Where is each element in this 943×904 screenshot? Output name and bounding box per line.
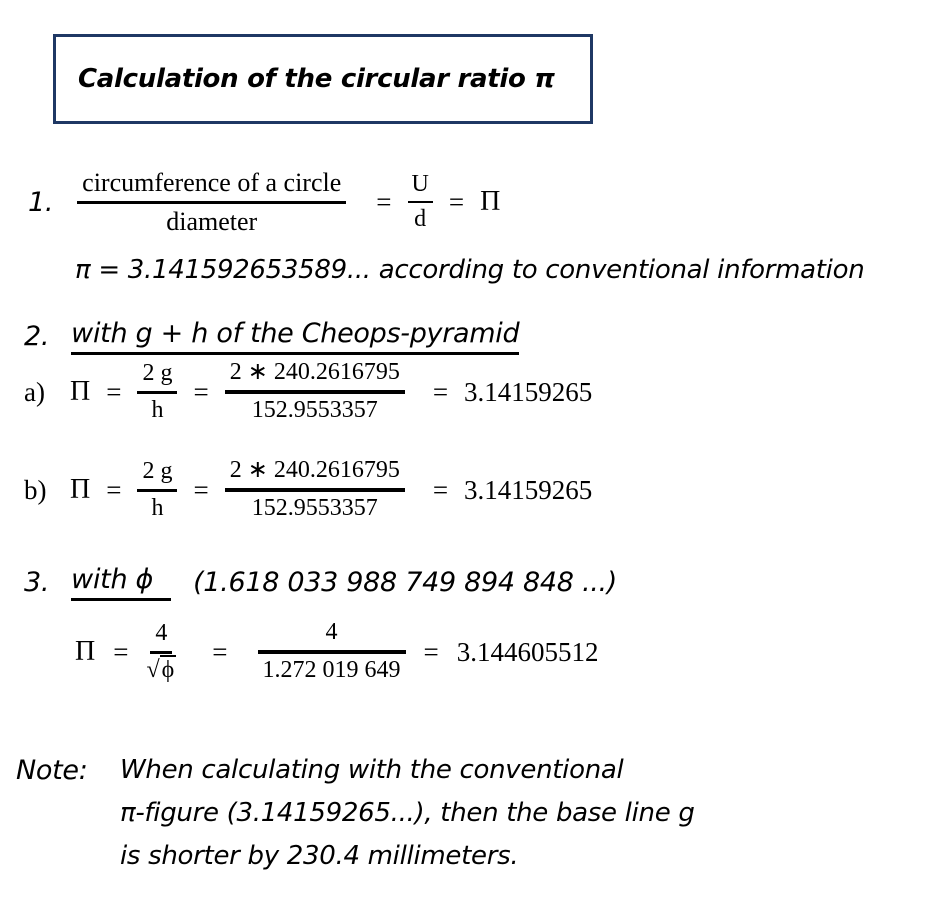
fraction-denominator: diameter	[166, 206, 258, 236]
pi-uppercase-symbol: Π	[70, 474, 91, 505]
fraction-numerator: 4	[150, 620, 172, 654]
equals-sign: =	[193, 474, 209, 505]
section3-formula-row	[75, 615, 599, 689]
symbolic-fraction	[137, 458, 177, 522]
section3-heading-row	[24, 564, 617, 601]
fraction-numerator: 2 ∗ 240.2616795	[225, 359, 405, 394]
section2-heading-row	[24, 318, 519, 355]
equals-sign: =	[106, 474, 122, 505]
note-text	[120, 749, 695, 878]
note-line: π-figure (3.14159265...), then the base line g	[120, 798, 695, 828]
pi-uppercase-symbol: Π	[480, 186, 501, 217]
equation-row-b	[24, 454, 592, 526]
equals-sign: =	[193, 376, 209, 407]
section1-number: 1.	[28, 186, 54, 218]
note-line: When calculating with the conventional	[120, 755, 624, 785]
equals-sign: =	[423, 636, 439, 667]
fraction-numerator: 2 g	[137, 360, 177, 394]
fraction-denominator: h	[151, 396, 164, 423]
numeric-fraction	[225, 359, 405, 424]
radicand-phi: ϕ	[161, 656, 175, 683]
section2-heading: with g + h of the Cheops-pyramid	[71, 318, 519, 355]
result-value: 3.144605512	[456, 636, 599, 667]
fraction-denominator: 152.9553357	[251, 397, 378, 423]
fraction-numerator: 4	[258, 619, 406, 654]
result-value: 3.14159265	[464, 376, 593, 407]
fraction-denominator: 152.9553357	[251, 495, 378, 521]
section2-number: 2.	[24, 321, 50, 352]
fraction-numerator: 2 g	[137, 458, 177, 492]
equation-row-a	[24, 356, 592, 428]
equals-sign: =	[106, 376, 122, 407]
four-over-sqrt-phi-fraction	[146, 620, 176, 684]
sqrt-symbol: √	[146, 656, 160, 683]
title-box	[53, 34, 593, 124]
fraction-numerator: U	[408, 171, 433, 203]
section1-equation-row	[28, 165, 500, 239]
fraction-denominator: 1.272 019 649	[262, 657, 401, 683]
equals-sign: =	[113, 636, 129, 667]
pi-uppercase-symbol: Π	[75, 636, 96, 667]
section3-number: 3.	[24, 567, 50, 598]
equals-sign: =	[432, 376, 449, 407]
row-label: a)	[24, 376, 45, 407]
symbolic-fraction	[137, 360, 177, 424]
fraction-denominator: d	[414, 205, 427, 232]
equals-sign: =	[212, 636, 228, 667]
phi-value: (1.618 033 988 749 894 848 ...)	[193, 567, 618, 598]
conventional-pi-line: π = 3.141592653589... according to conventional information	[75, 255, 865, 285]
fraction-denominator	[146, 654, 176, 685]
equals-sign: =	[432, 474, 449, 505]
row-label: b)	[24, 474, 47, 505]
fraction-denominator: h	[151, 494, 164, 521]
fraction-numerator: 2 ∗ 240.2616795	[225, 457, 405, 492]
section3-heading: with ϕ	[71, 564, 171, 601]
page-title: Calculation of the circular ratio π	[78, 64, 555, 94]
pi-uppercase-symbol: Π	[70, 376, 91, 407]
fraction-numerator: circumference of a circle	[77, 168, 346, 204]
result-value: 3.14159265	[464, 474, 593, 505]
note-line: is shorter by 230.4 millimeters.	[120, 841, 519, 871]
numeric-fraction	[258, 619, 406, 684]
note-label: Note:	[16, 755, 88, 786]
numeric-fraction	[225, 457, 405, 522]
equals-sign: =	[448, 186, 465, 217]
u-over-d-fraction	[408, 171, 433, 233]
equals-sign: =	[376, 186, 392, 217]
circumference-diameter-fraction	[77, 168, 346, 237]
